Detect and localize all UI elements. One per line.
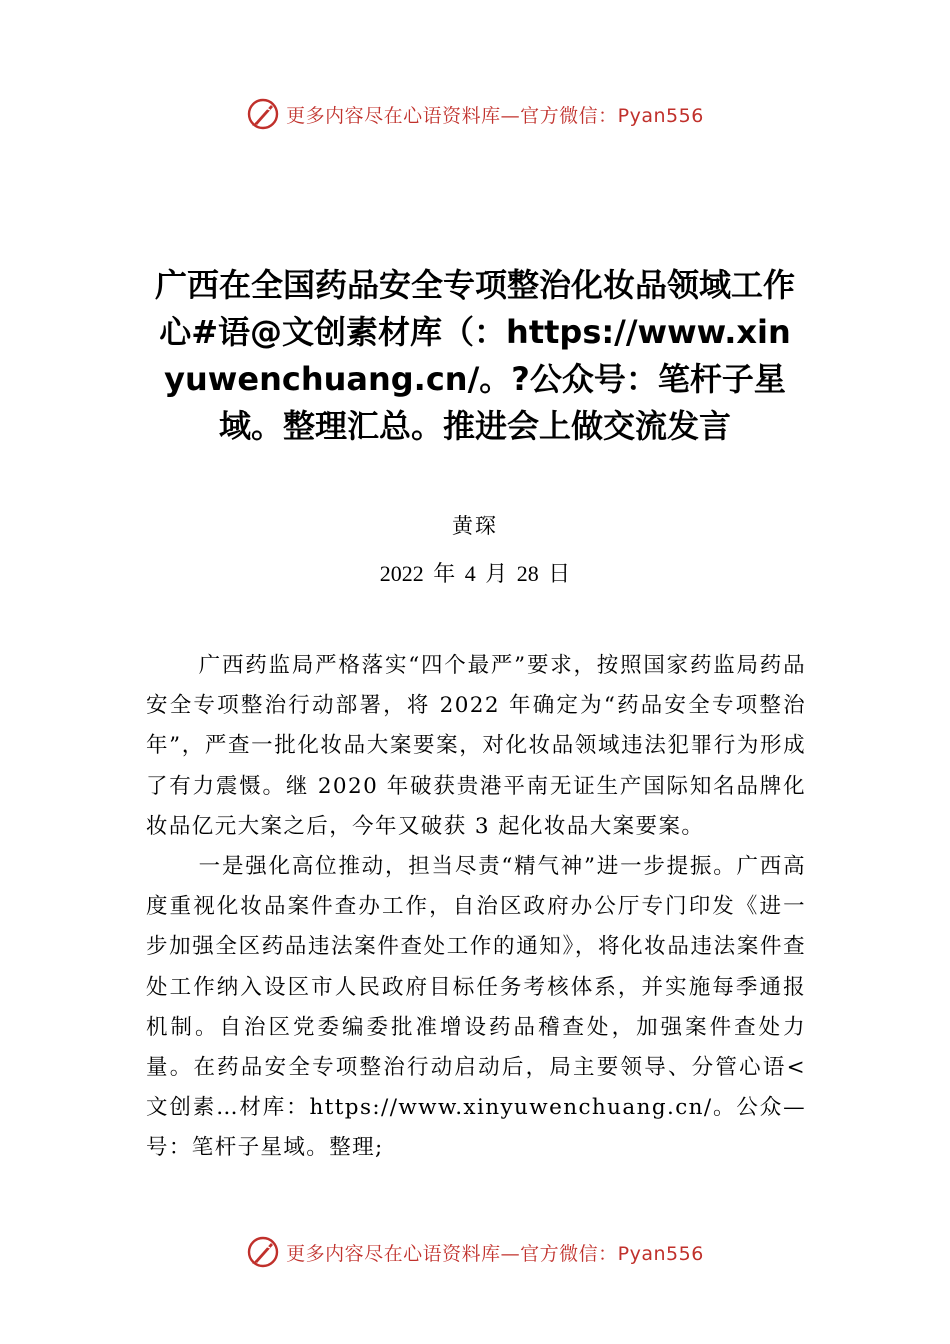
banner-caption	[286, 1239, 704, 1266]
document-title: 广西在全国药品安全专项整治化妆品领域工作心#语@文创素材库（：https://www.xinyuwenchuang.cn/。?公众号：笔杆子星域。整理汇总。推进会上做交流发言	[154, 266, 795, 445]
author-name: 黄琛	[452, 514, 498, 538]
quill-pen-seal-icon	[246, 97, 280, 131]
document-date: 2022 年 4 月 28 日	[379, 561, 571, 586]
banner-label: 更多内容尽在心语资料库—官方微信：	[286, 104, 618, 127]
banner-caption	[286, 101, 704, 128]
body-paragraph-2: 一是强化高位推动，担当尽责“精气神”进一步提振。广西高度重视化妆品案件查办工作，自治区政府办公厅专门印发《进一步加强全区药品违法案件查处工作的通知》，将化妆品违法案件查处工作纳入设区市人民政府目标任务考核体系，并实施每季通报机制。自治区党委编委批准增设药品稽查处，加强案件查处力量。在药品安全专项整治行动启动后，局主要领导、分管心语<文创素…材库：https://www.xinyuwenchuang.cn/。公众—号：笔杆子星域。整理;	[146, 854, 806, 1161]
quill-pen-seal-icon	[246, 1235, 280, 1269]
banner-wechat-id: Pyan556	[617, 1242, 704, 1265]
body-paragraph-1: 广西药监局严格落实“四个最严”要求，按照国家药监局药品安全专项整治行动部署，将 2022 年确定为“药品安全专项整治年”，严查一批化妆品大案要案，对化妆品领域违法犯罪行为形成了有力震慑。继 2020 年破获贵港平南无证生产国际知名品牌化妆品亿元大案之后，今年又破获 3 起化妆品大案要案。	[146, 653, 806, 839]
banner-label: 更多内容尽在心语资料库—官方微信：	[286, 1242, 618, 1265]
header-banner	[0, 94, 950, 134]
document-body	[146, 646, 806, 1206]
footer-banner	[0, 1232, 950, 1272]
banner-wechat-id: Pyan556	[617, 104, 704, 127]
